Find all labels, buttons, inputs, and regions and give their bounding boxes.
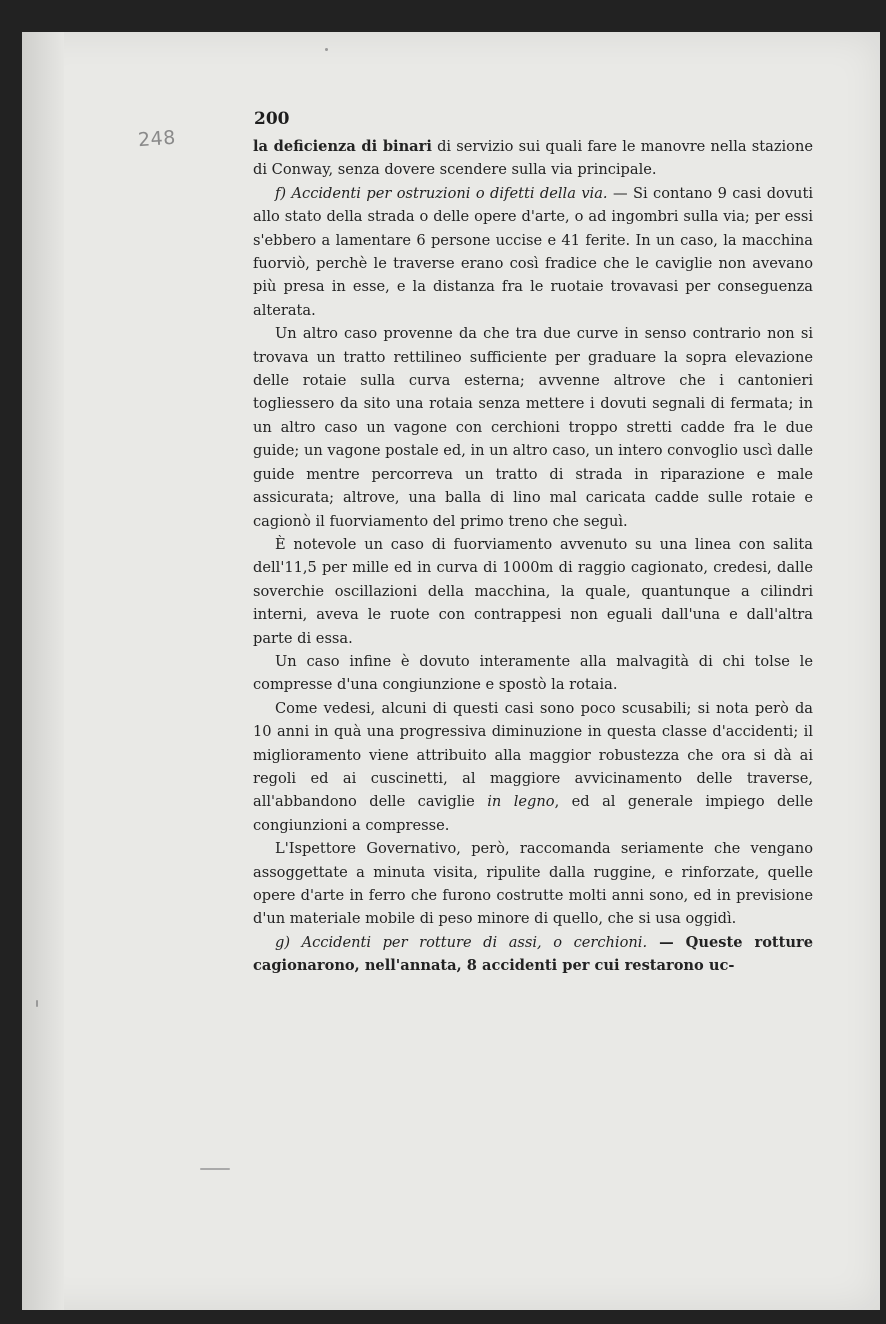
paragraph-text: Un altro caso provenne da che tra due curve in senso contrario non si trovava un tratto rettilineo sufficiente per graduare la sopra elevazione delle rotaie sulla curva esterna; avvenne altrove che i cantonieri togliessero da sito una rotaia senza mettere i dovuti segnali di fermata; in un altro caso un vagone con cerchioni troppo stretti cadde fra le due guide; un vagone postale ed, in un altro caso, un intero convoglio uscì dalle guide mentre percorreva un tratto di strada in riparazione e male assicurata; altrove, una balla di lino mal caricata cadde sulle rotaie e cagionò il fuorviamento del primo treno che seguì. bbox=[253, 325, 813, 530]
paragraph-text: Come vedesi, alcuni di questi casi sono poco scusabili; si nota però da 10 anni in quà una progressiva diminuzione in questa classe d'accidenti; il miglioramento viene attribuito alla maggior robustezza che ora si dà ai regoli ed ai cuscinetti, al maggiore avvicinamento delle traverse, all'abbandono delle caviglie bbox=[253, 699, 813, 811]
paragraph-section-g bbox=[253, 931, 813, 978]
paragraph bbox=[253, 533, 813, 650]
scan-speck bbox=[325, 48, 328, 51]
section-heading-f: f) Accidenti per ostruzioni o difetti della via. bbox=[275, 184, 608, 202]
paragraph-text: — Queste rotture cagionarono, nell'annata, 8 accidenti per cui restarono uc- bbox=[253, 933, 813, 975]
paragraph bbox=[253, 650, 813, 697]
paragraph-text: , ed al generale impiego delle congiunzioni a compresse. bbox=[253, 793, 814, 834]
italic-phrase: in legno bbox=[487, 793, 555, 811]
paragraph-text: Un caso infine è dovuto interamente alla malvagità di chi tolse le compresse d'una congiunzione e spostò la rotaia. bbox=[253, 652, 813, 694]
paragraph-lead: la deficienza di binari bbox=[253, 138, 432, 155]
paragraph-section-f bbox=[253, 182, 813, 322]
paragraph-text: — Si contano 9 casi dovuti allo stato della strada o delle opere d'arte, o ad ingombri sulla via; per essi s'ebbero a lamentare 6 persone uccise e 41 ferite. In un caso, la macchina fuorviò, perchè le traverse erano così fradice che le caviglie non avevano più presa in esse, e la distanza fra le ruotaie trovavasi per conseguenza alterata. bbox=[253, 184, 813, 319]
section-heading-g: g) Accidenti per rotture di assi, o cerchioni. bbox=[275, 933, 648, 951]
paragraph bbox=[253, 697, 813, 837]
margin-page-note: 248 bbox=[137, 126, 177, 152]
paragraph-continuation bbox=[253, 135, 813, 182]
page-number: 200 bbox=[254, 109, 290, 129]
paragraph-text: L'Ispettore Governativo, però, raccomanda seriamente che vengano assoggettate a minuta visita, ripulite dalla ruggine, e rinforzate, quelle opere d'arte in ferro che furono costrutte molti anni sono, ed in previsione d'un materiale mobile di peso minore di quello, che si usa oggidì. bbox=[253, 840, 813, 928]
paragraph bbox=[253, 322, 813, 533]
paragraph-text: È notevole un caso di fuorviamento avvenuto su una linea con salita dell'11,5 per mille ed in curva di 1000m di raggio cagionato, credesi, dalle soverchie oscillazioni della macchina, la quale, quantunque a cilindri interni, aveva le ruote con contrappesi non eguali dall'una e dall'altra parte di essa. bbox=[253, 535, 813, 647]
scan-speck bbox=[36, 1000, 38, 1007]
scan-speck bbox=[200, 1168, 230, 1170]
paragraph-text: di servizio sui quali fare le manovre nella stazione di Conway, senza dovere scendere sulla via principale. bbox=[253, 138, 813, 179]
paragraph bbox=[253, 837, 813, 931]
body-text bbox=[253, 135, 813, 978]
